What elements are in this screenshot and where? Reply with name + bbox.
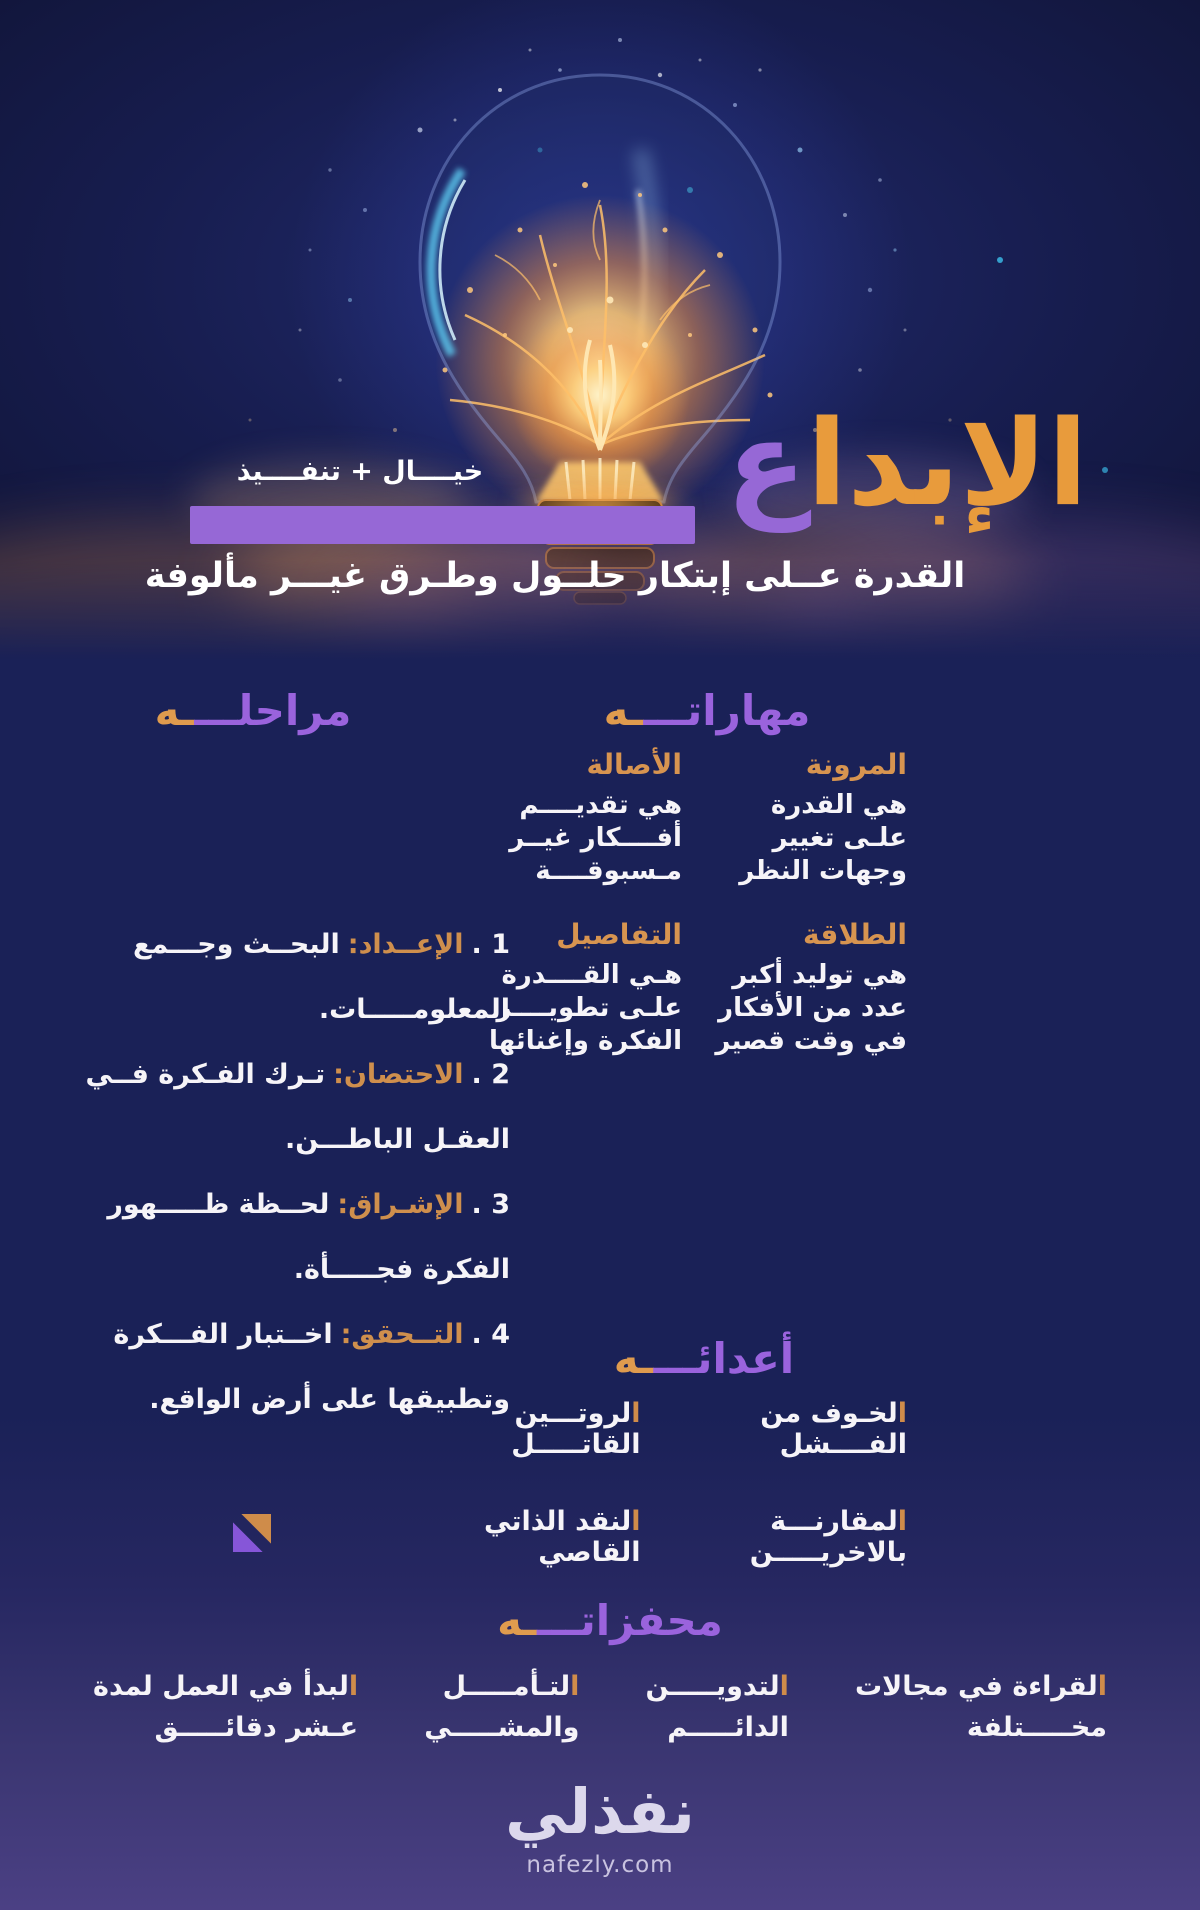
subtitle: القدرة عــلى إبتكار حلــول وطـرق غيـــر مألوفة	[144, 556, 966, 596]
stage-text: لحــظة ظـــــهور الفكرة فجـــــأة.	[107, 1189, 510, 1285]
motivator-lead-letter: ا	[779, 1671, 789, 1702]
motivator-line2: الدائـــــم	[667, 1712, 789, 1743]
enemy-text: لروتـــين القاتـــــل	[511, 1398, 641, 1460]
motivator-lead-letter: ا	[1097, 1671, 1107, 1702]
enemy-text: لخـوف من الفــــشل	[760, 1398, 907, 1460]
enemy-lead-letter: ا	[897, 1398, 907, 1429]
skill-line: أفــــكار غيــر	[509, 823, 682, 853]
skill-line: في وقت قصير	[715, 1026, 907, 1056]
skill-line: علـى تغيير	[772, 823, 907, 853]
motivator-item	[855, 1666, 1107, 1748]
stage-name: الإعــداد:	[347, 929, 464, 960]
motivators-grid	[93, 1666, 1107, 1748]
enemy-lead-letter: ا	[631, 1398, 641, 1429]
skill-line: مـسبوقــــة	[535, 856, 682, 886]
stage-item	[58, 1172, 510, 1302]
skill-line: علـى تطويــــر	[496, 993, 682, 1023]
stage-name: التــحقق:	[340, 1319, 464, 1350]
stage-text: اخــتبار الفـــكرة وتطبيقها على أرض الواقع.	[113, 1319, 510, 1415]
motivator-item	[93, 1666, 358, 1748]
title-main-text: الإبدا	[806, 394, 1088, 532]
skill-line: عدد من الأفكار	[718, 993, 907, 1023]
skill-line: هي توليد أكبر	[732, 960, 907, 990]
skill-item	[715, 748, 907, 888]
enemy-text: لمقارنـــة بالاخريـــــن	[749, 1506, 907, 1568]
enemy-text: لنقد الذاتي القاصي	[484, 1506, 641, 1568]
enemies-heading	[579, 1334, 829, 1383]
stage-text: تـرك الفـكرة فــي العقـل الباطـــن.	[85, 1059, 510, 1155]
stages-heading-main: مراحلـــ	[194, 686, 352, 735]
skill-name: الأصالة	[586, 748, 682, 781]
motivators-heading	[485, 1596, 735, 1645]
motivators-heading-main: محفزاتـــ	[536, 1596, 723, 1645]
motivator-line1	[646, 1666, 789, 1707]
skill-line: وجهات النظر	[739, 856, 907, 886]
motivator-item	[424, 1666, 579, 1748]
stage-item	[58, 912, 510, 1042]
skill-line: الفكرة وإغنائها	[489, 1026, 682, 1056]
skill-name: الطلاقة	[803, 918, 907, 951]
motivator-item	[646, 1666, 789, 1748]
stage-name: الإشـراق:	[337, 1189, 464, 1220]
motivators-heading-tail: ـه	[497, 1596, 537, 1645]
motivator-lead-letter: ا	[570, 1671, 580, 1702]
motivator-lead-letter: ا	[348, 1671, 359, 1702]
stage-number: 2 .	[471, 1059, 510, 1090]
enemies-grid	[402, 1398, 907, 1568]
motivator-line2: عـشر دقائـــــق	[154, 1712, 359, 1743]
stage-item	[58, 1042, 510, 1172]
skill-item	[715, 918, 907, 1058]
motivator-text: لتـأمـــــل	[442, 1671, 571, 1702]
enemy-lead-letter: ا	[897, 1506, 907, 1537]
nafezly-logo-text: نفذلي	[505, 1775, 695, 1848]
motivator-text: لقراءة في مجالات	[855, 1671, 1098, 1702]
stage-name: الاحتضان:	[333, 1059, 464, 1090]
motivator-text: لبدأ في العمل لمدة	[93, 1671, 349, 1702]
skill-line: هي تقديــــم	[519, 790, 682, 820]
enemy-item	[402, 1506, 641, 1568]
skill-item	[489, 748, 682, 888]
stage-number: 3 .	[471, 1189, 510, 1220]
skills-grid	[489, 748, 907, 1058]
skill-name: التفاصيل	[556, 918, 682, 951]
motivator-line1	[855, 1666, 1107, 1707]
tagline: خيــــال + تنفــــيذ	[236, 456, 484, 487]
motivator-line1	[424, 1666, 579, 1707]
stages-heading-tail: ـه	[154, 686, 195, 735]
motivator-line2: مخـــــتلفة	[966, 1712, 1107, 1743]
enemy-item	[641, 1506, 907, 1568]
motivator-line1	[93, 1666, 358, 1707]
enemy-item	[641, 1398, 907, 1460]
skills-heading	[582, 686, 832, 735]
title-underline-bar	[190, 506, 695, 544]
stage-number: 4 .	[471, 1319, 510, 1350]
motivator-line2: والمشـــــي	[424, 1712, 580, 1743]
stage-number: 1 .	[471, 929, 510, 960]
motivator-text: لتدويـــــن	[645, 1671, 780, 1702]
title-tail-letter: ع	[726, 394, 807, 532]
nafezly-logo-mark-icon	[233, 1514, 271, 1552]
enemies-heading-main: أعدائـــ	[653, 1334, 795, 1383]
enemy-item	[402, 1398, 641, 1460]
site-url: nafezly.com	[526, 1852, 674, 1878]
skill-name: المرونة	[805, 748, 907, 781]
stages-heading	[128, 686, 378, 735]
skills-heading-tail: ـه	[603, 686, 644, 735]
stage-text: البحــث وجـــمع المعلومـــــات.	[132, 929, 510, 1025]
enemies-heading-tail: ـه	[613, 1334, 654, 1383]
stages-list	[58, 912, 510, 1432]
page-title	[726, 394, 1088, 532]
enemy-lead-letter: ا	[631, 1506, 641, 1537]
skill-line: هـي القــــدرة	[501, 960, 682, 990]
skill-line: هي القدرة	[770, 790, 907, 820]
skill-item	[489, 918, 682, 1058]
skills-heading-main: مهاراتـــ	[643, 686, 811, 735]
